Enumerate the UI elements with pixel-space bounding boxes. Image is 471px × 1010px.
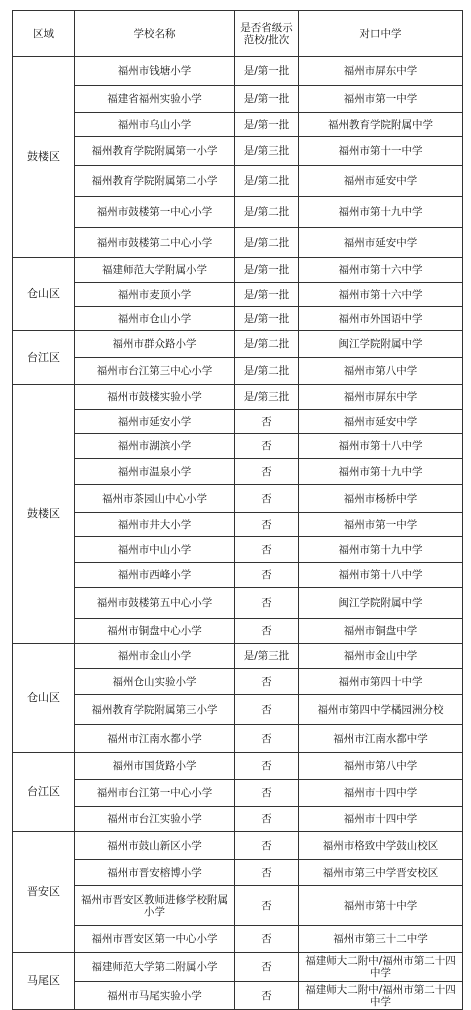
school-name-cell: 福州教育学院附属第三小学 [75, 695, 235, 725]
demo-school-cell: 是/第三批 [235, 385, 299, 410]
school-name-cell: 福州市铜盘中心小学 [75, 619, 235, 644]
table-row [13, 197, 463, 228]
middle-school-cell: 福州市第十中学 [299, 886, 463, 926]
school-name-cell: 福州市晋安榕博小学 [75, 860, 235, 886]
demo-school-cell: 否 [235, 832, 299, 860]
school-name-cell: 福州市钱塘小学 [75, 57, 235, 86]
district-cell: 台江区 [13, 753, 75, 832]
middle-school-cell: 福州市屏东中学 [299, 385, 463, 410]
middle-school-cell: 福州市第十九中学 [299, 537, 463, 563]
middle-school-cell: 福州市第四中学橘园洲分校 [299, 695, 463, 725]
table-row [13, 434, 463, 459]
school-name-cell: 福州教育学院附属第一小学 [75, 137, 235, 166]
school-name-cell: 福州市鼓楼第一中心小学 [75, 197, 235, 228]
demo-school-cell: 否 [235, 780, 299, 807]
middle-school-cell: 福州市杨桥中学 [299, 485, 463, 513]
school-name-cell: 福州市延安小学 [75, 410, 235, 434]
middle-school-cell: 闽江学院附属中学 [299, 588, 463, 619]
demo-school-cell: 否 [235, 537, 299, 563]
table-row [13, 513, 463, 537]
table-row [13, 459, 463, 485]
demo-school-cell: 是/第三批 [235, 137, 299, 166]
table-row [13, 137, 463, 166]
table-row [13, 886, 463, 926]
middle-school-cell: 福州市第十一中学 [299, 137, 463, 166]
district-cell: 仓山区 [13, 644, 75, 753]
table-row [13, 358, 463, 385]
middle-school-cell: 福州市屏东中学 [299, 57, 463, 86]
school-name-cell: 福建师范大学第二附属小学 [75, 953, 235, 982]
demo-school-cell: 否 [235, 485, 299, 513]
table-row [13, 385, 463, 410]
middle-school-cell: 福州市江南水都中学 [299, 725, 463, 753]
demo-school-cell: 否 [235, 459, 299, 485]
middle-school-cell: 福州市第三十二中学 [299, 926, 463, 953]
table-row [13, 307, 463, 331]
school-name-cell: 福州市井大小学 [75, 513, 235, 537]
table-row [13, 258, 463, 283]
table-row [13, 57, 463, 86]
school-name-cell: 福州市金山小学 [75, 644, 235, 669]
header-row [13, 11, 463, 57]
demo-school-cell: 否 [235, 513, 299, 537]
demo-school-cell: 否 [235, 410, 299, 434]
table-row [13, 228, 463, 258]
school-name-cell: 福建省福州实验小学 [75, 86, 235, 113]
demo-school-cell: 否 [235, 695, 299, 725]
school-name-cell: 福州市鼓楼第五中心小学 [75, 588, 235, 619]
table-row [13, 485, 463, 513]
demo-school-cell: 否 [235, 953, 299, 982]
school-name-cell: 福州市温泉小学 [75, 459, 235, 485]
school-name-cell: 福州市西峰小学 [75, 563, 235, 588]
school-name-cell: 福建师范大学附属小学 [75, 258, 235, 283]
demo-school-cell: 否 [235, 807, 299, 832]
school-name-cell: 福州市鼓楼实验小学 [75, 385, 235, 410]
district-cell: 仓山区 [13, 258, 75, 331]
district-cell: 鼓楼区 [13, 57, 75, 258]
district-cell: 晋安区 [13, 832, 75, 953]
header-demo-school: 是否省级示范校/批次 [235, 11, 299, 57]
header-matched-middle-school: 对口中学 [299, 11, 463, 57]
table-row [13, 695, 463, 725]
school-name-cell: 福州市马尾实验小学 [75, 982, 235, 1010]
middle-school-cell: 福州市第十八中学 [299, 434, 463, 459]
school-matching-table [12, 10, 463, 1010]
school-name-cell: 福州市晋安区第一中心小学 [75, 926, 235, 953]
table-row [13, 982, 463, 1010]
school-name-cell: 福州市晋安区教师进修学校附属小学 [75, 886, 235, 926]
table-row [13, 926, 463, 953]
demo-school-cell: 是/第一批 [235, 57, 299, 86]
school-name-cell: 福州市台江实验小学 [75, 807, 235, 832]
demo-school-cell: 是/第二批 [235, 331, 299, 358]
middle-school-cell: 福州市第八中学 [299, 753, 463, 780]
middle-school-cell: 福州市十四中学 [299, 780, 463, 807]
middle-school-cell: 福建师大二附中/福州市第二十四中学 [299, 953, 463, 982]
school-name-cell: 福州市仓山小学 [75, 307, 235, 331]
table-row [13, 86, 463, 113]
middle-school-cell: 福州市外国语中学 [299, 307, 463, 331]
demo-school-cell: 否 [235, 982, 299, 1010]
school-name-cell: 福州市台江第三中心小学 [75, 358, 235, 385]
demo-school-cell: 否 [235, 563, 299, 588]
demo-school-cell: 是/第二批 [235, 166, 299, 197]
demo-school-cell: 是/第一批 [235, 86, 299, 113]
middle-school-cell: 福州市第十八中学 [299, 563, 463, 588]
table-row [13, 588, 463, 619]
table-row [13, 331, 463, 358]
school-name-cell: 福州市国货路小学 [75, 753, 235, 780]
table-body [13, 57, 463, 1010]
table-row [13, 563, 463, 588]
middle-school-cell: 福州市第十九中学 [299, 197, 463, 228]
demo-school-cell: 否 [235, 753, 299, 780]
table-row [13, 283, 463, 307]
demo-school-cell: 是/第一批 [235, 113, 299, 137]
header-school-name: 学校名称 [75, 11, 235, 57]
middle-school-cell: 福州市延安中学 [299, 166, 463, 197]
demo-school-cell: 是/第一批 [235, 258, 299, 283]
school-name-cell: 福州市茶园山中心小学 [75, 485, 235, 513]
middle-school-cell: 福州市延安中学 [299, 228, 463, 258]
middle-school-cell: 福州市第三中学晋安校区 [299, 860, 463, 886]
school-name-cell: 福州仓山实验小学 [75, 669, 235, 695]
table-row [13, 537, 463, 563]
table-row [13, 780, 463, 807]
demo-school-cell: 是/第一批 [235, 283, 299, 307]
middle-school-cell: 福州教育学院附属中学 [299, 113, 463, 137]
table-row [13, 753, 463, 780]
school-name-cell: 福州市鼓山新区小学 [75, 832, 235, 860]
school-name-cell: 福州教育学院附属第二小学 [75, 166, 235, 197]
school-name-cell: 福州市鼓楼第二中心小学 [75, 228, 235, 258]
demo-school-cell: 是/第三批 [235, 644, 299, 669]
demo-school-cell: 是/第二批 [235, 228, 299, 258]
middle-school-cell: 福州市铜盘中学 [299, 619, 463, 644]
middle-school-cell: 福州市第十六中学 [299, 283, 463, 307]
middle-school-cell: 福州市金山中学 [299, 644, 463, 669]
middle-school-cell: 福州市格致中学鼓山校区 [299, 832, 463, 860]
demo-school-cell: 否 [235, 434, 299, 459]
middle-school-cell: 福州市第一中学 [299, 86, 463, 113]
table-row [13, 644, 463, 669]
demo-school-cell: 否 [235, 926, 299, 953]
table-row [13, 113, 463, 137]
district-cell: 马尾区 [13, 953, 75, 1010]
middle-school-cell: 福州市第十六中学 [299, 258, 463, 283]
table-row [13, 860, 463, 886]
demo-school-cell: 否 [235, 886, 299, 926]
middle-school-cell: 福州市第十九中学 [299, 459, 463, 485]
demo-school-cell: 否 [235, 669, 299, 695]
middle-school-cell: 闽江学院附属中学 [299, 331, 463, 358]
table-row [13, 410, 463, 434]
school-name-cell: 福州市台江第一中心小学 [75, 780, 235, 807]
demo-school-cell: 否 [235, 725, 299, 753]
demo-school-cell: 是/第二批 [235, 358, 299, 385]
district-cell: 鼓楼区 [13, 385, 75, 644]
middle-school-cell: 福州市十四中学 [299, 807, 463, 832]
table-row [13, 166, 463, 197]
table-row [13, 953, 463, 982]
header-district: 区域 [13, 11, 75, 57]
demo-school-cell: 否 [235, 860, 299, 886]
middle-school-cell: 福建师大二附中/福州市第二十四中学 [299, 982, 463, 1010]
school-name-cell: 福州市群众路小学 [75, 331, 235, 358]
school-name-cell: 福州市中山小学 [75, 537, 235, 563]
middle-school-cell: 福州市第四十中学 [299, 669, 463, 695]
table-row [13, 832, 463, 860]
school-name-cell: 福州市麦顶小学 [75, 283, 235, 307]
school-name-cell: 福州市湖滨小学 [75, 434, 235, 459]
table-row [13, 619, 463, 644]
demo-school-cell: 否 [235, 588, 299, 619]
demo-school-cell: 是/第一批 [235, 307, 299, 331]
school-name-cell: 福州市乌山小学 [75, 113, 235, 137]
demo-school-cell: 否 [235, 619, 299, 644]
district-cell: 台江区 [13, 331, 75, 385]
table-row [13, 807, 463, 832]
demo-school-cell: 是/第二批 [235, 197, 299, 228]
table-row [13, 669, 463, 695]
table-row [13, 725, 463, 753]
middle-school-cell: 福州市第八中学 [299, 358, 463, 385]
school-name-cell: 福州市江南水都小学 [75, 725, 235, 753]
middle-school-cell: 福州市延安中学 [299, 410, 463, 434]
middle-school-cell: 福州市第一中学 [299, 513, 463, 537]
